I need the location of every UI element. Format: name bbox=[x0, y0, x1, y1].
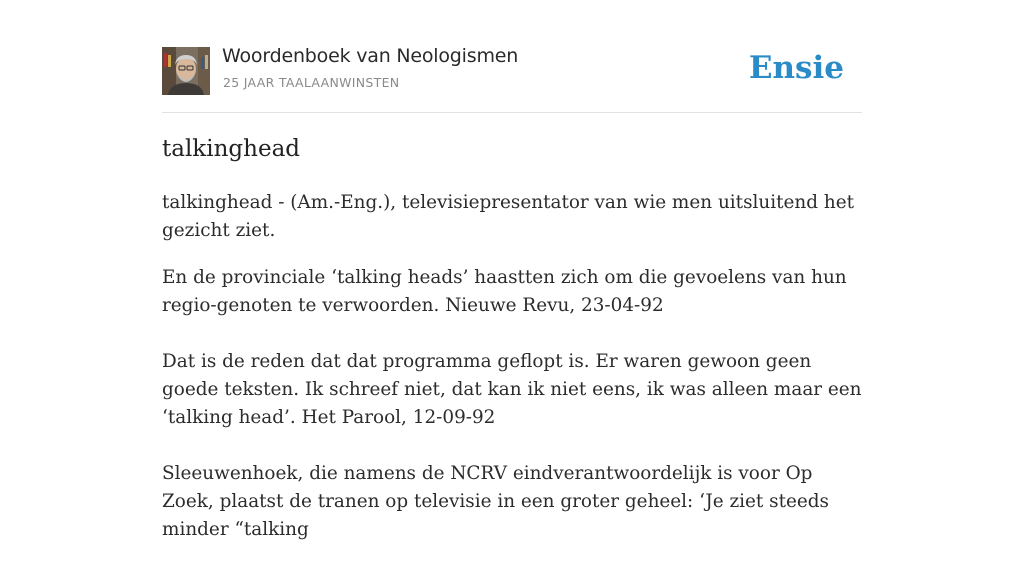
entry-quote: Dat is de reden dat dat programma geflopt is. Er waren gewoon geen goede teksten. Ik schreef niet, dat kan ik niet eens, ik was alleen maar een ‘talking head’. Het Parool, 12-09-92 bbox=[162, 351, 862, 428]
entry-quote: Sleeuwenhoek, die namens de NCRV eindverantwoordelijk is voor Op Zoek, plaatst de tranen op televisie in een groter geheel: ‘Je ziet steeds minder “talking bbox=[162, 463, 829, 540]
author-subtitle: 25 JAAR TAALAANWINSTEN bbox=[223, 75, 400, 90]
content-column bbox=[162, 0, 862, 540]
avatar-image bbox=[162, 47, 210, 95]
author-name[interactable]: Woordenboek van Neologismen bbox=[222, 45, 519, 67]
entry-quote: En de provinciale ‘talking heads’ haastten zich om die gevoelens van hun regio-genoten te verwoorden. Nieuwe Revu, 23-04-92 bbox=[162, 267, 847, 316]
entry-definition: talkinghead - (Am.-Eng.), televisiepresentator van wie men uitsluitend het gezicht ziet. bbox=[162, 192, 854, 241]
entry-body bbox=[162, 189, 862, 572]
ensie-logo[interactable]: Ensie bbox=[748, 50, 844, 86]
header bbox=[162, 0, 862, 113]
author-avatar[interactable] bbox=[162, 47, 210, 95]
entry-title: talkinghead bbox=[162, 136, 300, 162]
